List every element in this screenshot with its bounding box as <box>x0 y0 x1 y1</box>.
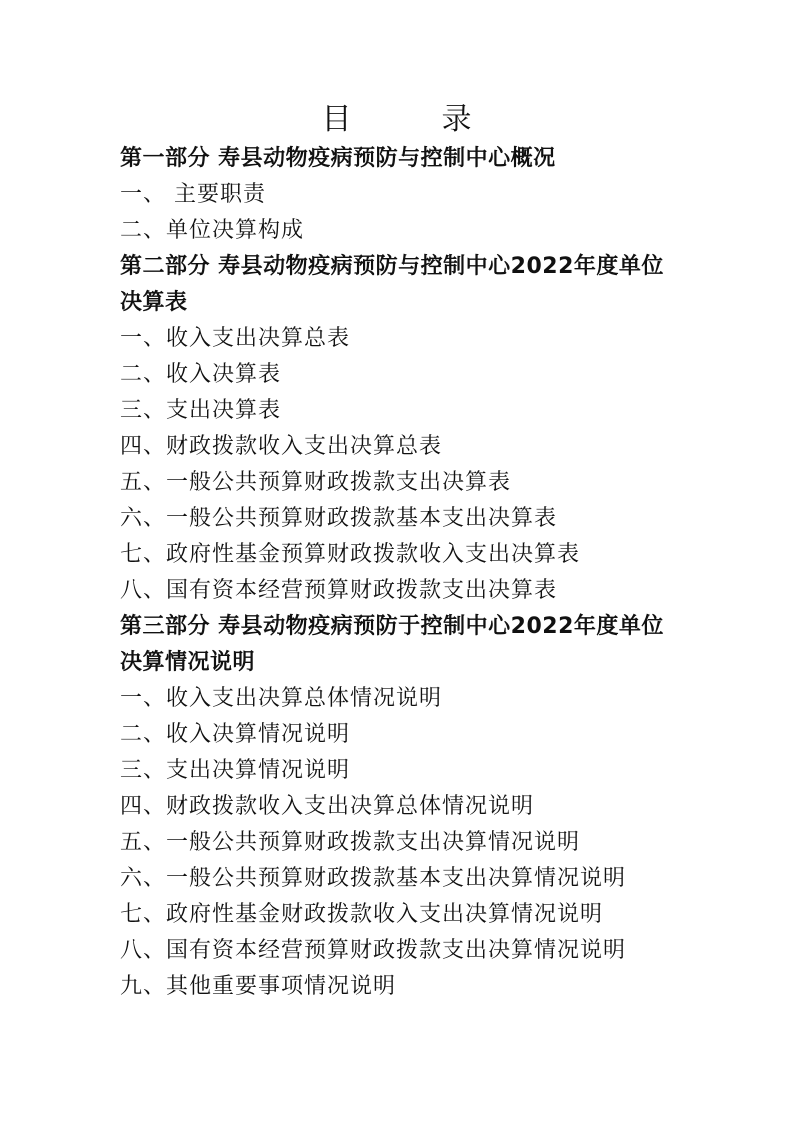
toc-item: 一、收入支出决算总体情况说明 <box>120 686 443 711</box>
part2-heading: 第二部分 寿县动物疫病预防与控制中心2022年度单位决算表 <box>120 254 664 315</box>
toc-item: 五、一般公共预算财政拨款支出决算情况说明 <box>120 830 581 855</box>
toc-item: 一、 主要职责 <box>120 182 266 207</box>
toc-item: 六、一般公共预算财政拨款基本支出决算情况说明 <box>120 866 627 891</box>
toc-title: 目 录 <box>321 102 502 137</box>
part3-heading: 第三部分 寿县动物疫病预防于控制中心2022年度单位决算情况说明 <box>120 614 664 675</box>
toc-item: 二、单位决算构成 <box>120 218 305 243</box>
toc-item: 一、收入支出决算总表 <box>120 326 351 351</box>
toc-item: 八、国有资本经营预算财政拨款支出决算情况说明 <box>120 938 627 963</box>
toc-item: 六、一般公共预算财政拨款基本支出决算表 <box>120 506 558 531</box>
part1-heading: 第一部分 寿县动物疫病预防与控制中心概况 <box>120 146 556 171</box>
toc-item: 八、国有资本经营预算财政拨款支出决算表 <box>120 578 558 603</box>
table-of-contents <box>120 141 720 1005</box>
toc-item: 二、收入决算表 <box>120 362 282 387</box>
toc-item: 七、政府性基金财政拨款收入支出决算情况说明 <box>120 902 604 927</box>
toc-item: 九、其他重要事项情况说明 <box>120 974 397 999</box>
toc-item: 三、支出决算情况说明 <box>120 758 351 783</box>
toc-item: 三、支出决算表 <box>120 398 282 423</box>
toc-item: 四、财政拨款收入支出决算总体情况说明 <box>120 794 535 819</box>
toc-item: 七、政府性基金预算财政拨款收入支出决算表 <box>120 542 581 567</box>
toc-item: 五、一般公共预算财政拨款支出决算表 <box>120 470 512 495</box>
toc-item: 二、收入决算情况说明 <box>120 722 351 747</box>
toc-item: 四、财政拨款收入支出决算总表 <box>120 434 443 459</box>
